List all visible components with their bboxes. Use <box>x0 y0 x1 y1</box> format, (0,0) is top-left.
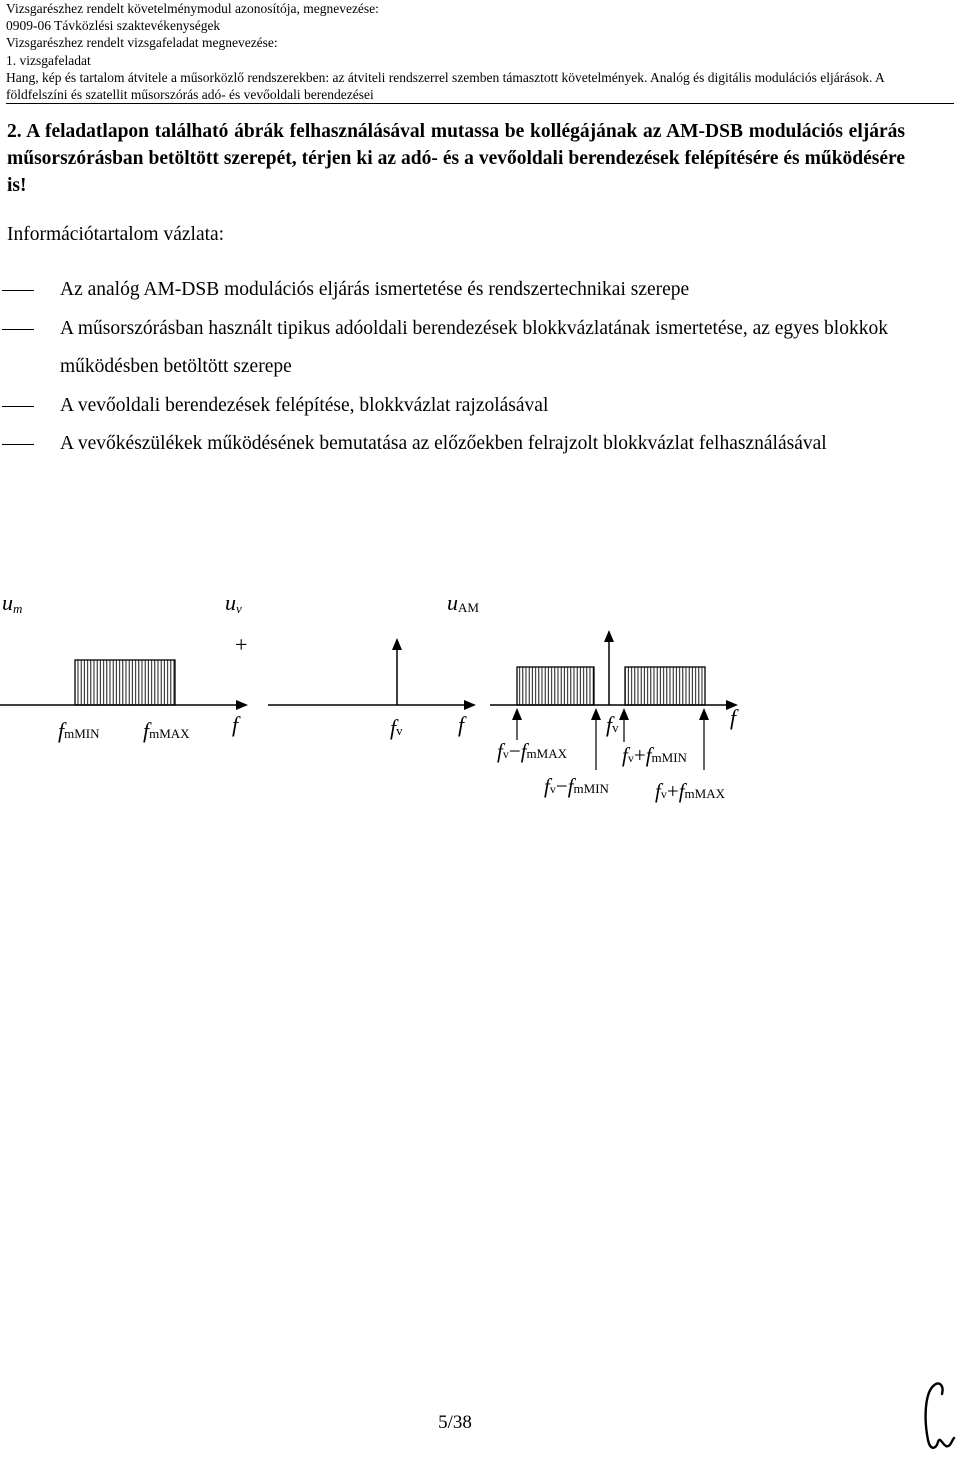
am-dsb-spectrum-figure <box>0 580 960 810</box>
list-item: A vevőoldali berendezések felépítése, blokkvázlat rajzolásával <box>0 387 900 426</box>
fm-min-label: fmMIN <box>58 718 100 743</box>
page-number: 5/38 <box>438 1412 472 1433</box>
dash-bullet <box>2 406 34 407</box>
list-item: A vevőkészülékek működésének bemutatása az előzőekben felrajzolt blokkvázlat felhasználásával <box>0 425 900 464</box>
panel2-x-label: f <box>458 712 465 737</box>
am-spectrum-panel <box>447 590 739 803</box>
panel2-y-label: uv <box>225 590 242 616</box>
dash-bullet <box>2 290 34 291</box>
header-exam-task-name: 1. vizsgafeladat <box>6 52 91 68</box>
panel3-y-label: uAM <box>447 590 479 615</box>
modulating-band <box>75 660 175 705</box>
header-divider <box>6 103 954 104</box>
task-statement: 2. A feladatlapon található ábrák felhasználásával mutassa be kollégájának az AM-DSB modulációs eljárás műsorszórásban betöltött szerepét, térjen ki az adó- és a vevőoldali berendezések felépítésére és működésére is! <box>7 121 905 196</box>
pointer-lsb-outer-head <box>512 708 522 720</box>
lower-sideband <box>517 667 594 705</box>
page-header <box>6 0 946 103</box>
pointer-lsb-inner-head <box>591 708 601 720</box>
fv-plus-fmmin-label: fv+fmMIN <box>622 743 687 767</box>
modulating-spectrum-panel <box>0 590 248 743</box>
fv-plus-fmmax-label: fv+fmMAX <box>655 779 725 803</box>
fm-max-label: fmMAX <box>143 718 190 743</box>
list-item: Az analóg AM-DSB modulációs eljárás ismertetése és rendszertechnikai szerepe <box>0 271 900 310</box>
list-item: A műsorszórásban használt tipikus adóoldali berendezések blokkvázlatának ismertetése, az egyes blokkok működésben betöltött szerepe <box>0 310 900 387</box>
header-topic: Hang, kép és tartalom átvitele a műsorközlő rendszerekben: az átviteli rendszerrel szemben támasztott követelmények. Analóg és digitális modulációs eljárások. A földfelszíni és szatellit műsorszórás adó- és vevőoldali berendezései <box>6 69 884 103</box>
panel1-x-label: f <box>232 712 239 737</box>
dash-bullet <box>2 444 34 445</box>
fv-label: fv <box>390 715 403 740</box>
am-carrier-arrowhead <box>604 630 614 642</box>
carrier-spectrum-panel <box>225 590 476 740</box>
panel1-x-arrow <box>236 700 248 710</box>
pointer-usb-outer-head <box>699 708 709 720</box>
fv-minus-fmmin-label: fv−fmMIN <box>544 774 609 798</box>
panel1-y-label: um <box>2 590 23 616</box>
am-carrier-label: fv <box>606 712 619 737</box>
handwritten-signature <box>918 1380 958 1455</box>
fv-minus-fmmax-label: fv−fmMAX <box>497 739 567 763</box>
info-outline-list <box>0 271 900 464</box>
panel3-x-label: f <box>730 705 737 730</box>
carrier-arrowhead <box>392 638 402 650</box>
header-module-label: Vizsgarészhez rendelt követelménymodul azonosítója, megnevezése: <box>6 1 379 16</box>
panel2-x-arrow <box>464 700 476 710</box>
plus-sign: + <box>235 632 248 657</box>
header-exam-task-label: Vizsgarészhez rendelt vizsgafeladat megnevezése: <box>6 35 278 51</box>
dash-bullet <box>2 329 34 330</box>
pointer-usb-inner-head <box>619 708 629 720</box>
upper-sideband <box>625 667 705 705</box>
header-module-name: 0909-06 Távközlési szaktevékenységek <box>6 18 221 34</box>
info-outline-title: Információtartalom vázlata: <box>7 224 225 245</box>
